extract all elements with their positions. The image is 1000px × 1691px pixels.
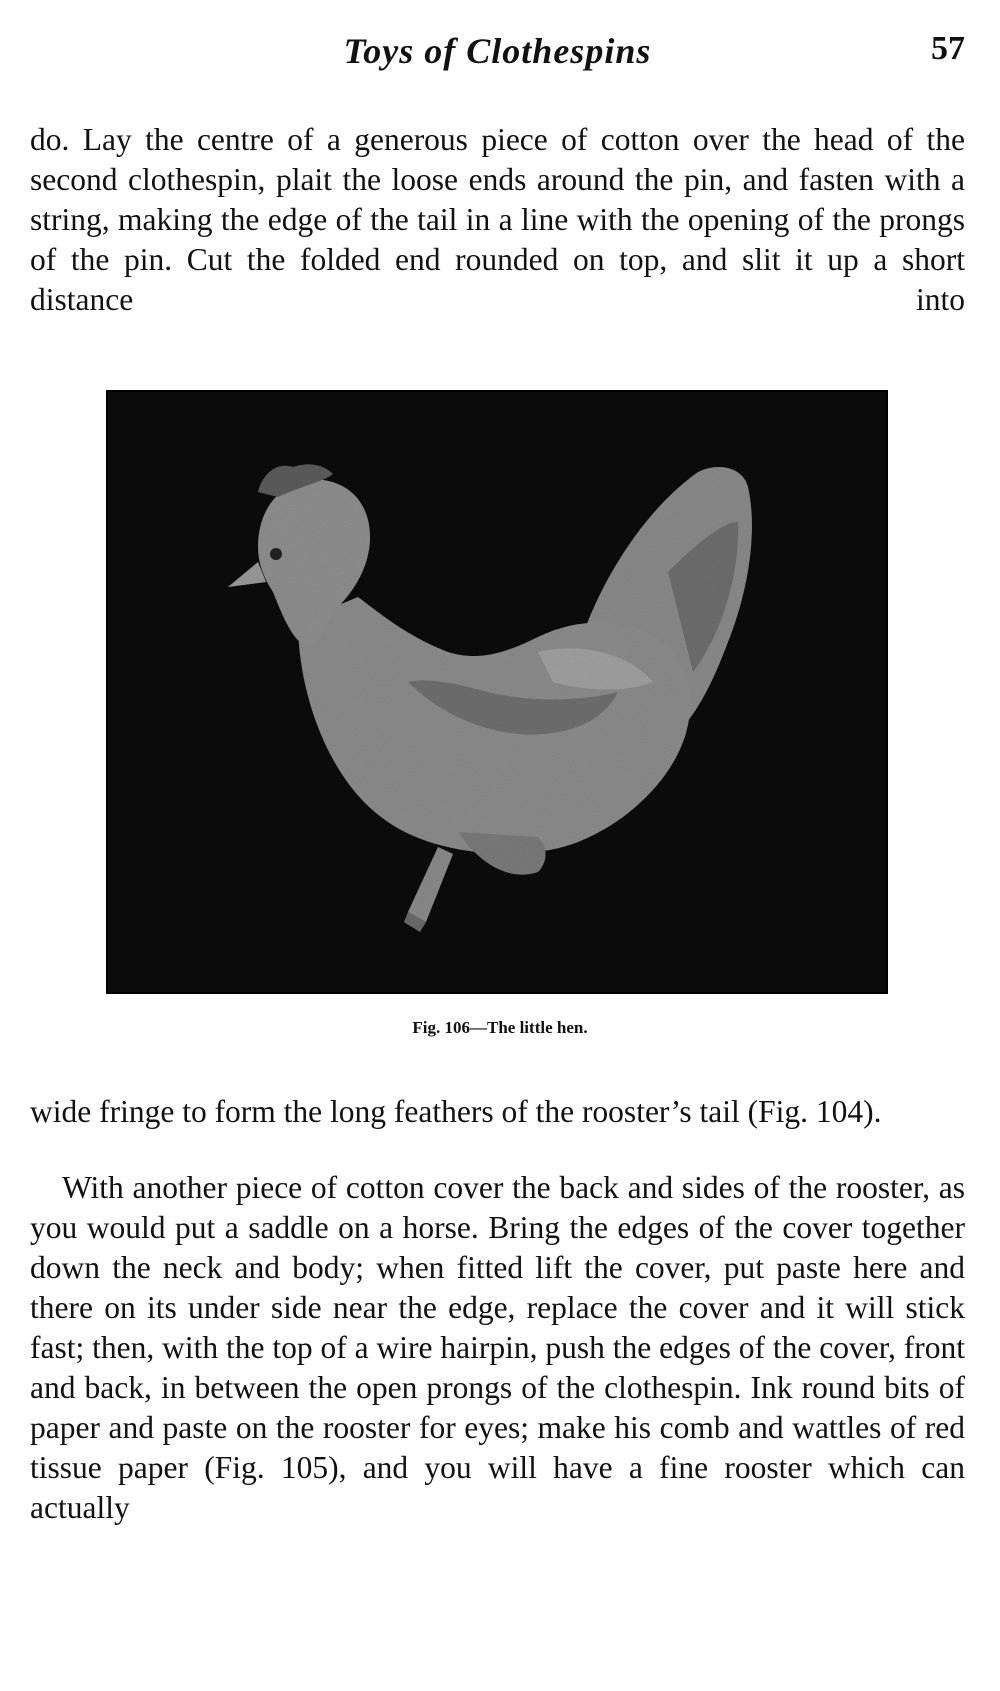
hen-photo-illustration <box>108 392 886 992</box>
running-title: Toys of Clothespins <box>343 31 652 71</box>
page-number: 57 <box>931 30 965 67</box>
running-head <box>30 30 965 80</box>
paragraph-3-text: With another piece of cotton cover the back and sides of the rooster, as you would put a saddle on a horse. Bring the edges of the cover together down the neck and body; when fitted lift the cover, put paste here and there on its under side near the edge, replace the cover and it will stick fast; then, with the top of a wire hairpin, push the edges of the cover, front and back, in between the open prongs of the clothespin. Ink round bits of paper and paste on the rooster for eyes; make his comb and wattles of red tissue paper (Fig. 105), and you will have a fine rooster which can actually <box>30 1170 965 1525</box>
paragraph-1: do. Lay the centre of a generous piece of cotton over the head of the second clothespin, plait the loose ends around the pin, and fasten with a string, making the edge of the tail in a line with the opening of the prongs of the pin. Cut the folded end rounded on top, and slit it up a short distance into <box>30 122 965 317</box>
paragraph-2: wide fringe to form the long feathers of the rooster’s tail (Fig. 104). <box>30 1094 882 1129</box>
paragraph-3 <box>30 1168 965 1528</box>
figure-photo-hen <box>106 390 888 994</box>
figure-caption: Fig. 106—The little hen. <box>412 1018 588 1037</box>
